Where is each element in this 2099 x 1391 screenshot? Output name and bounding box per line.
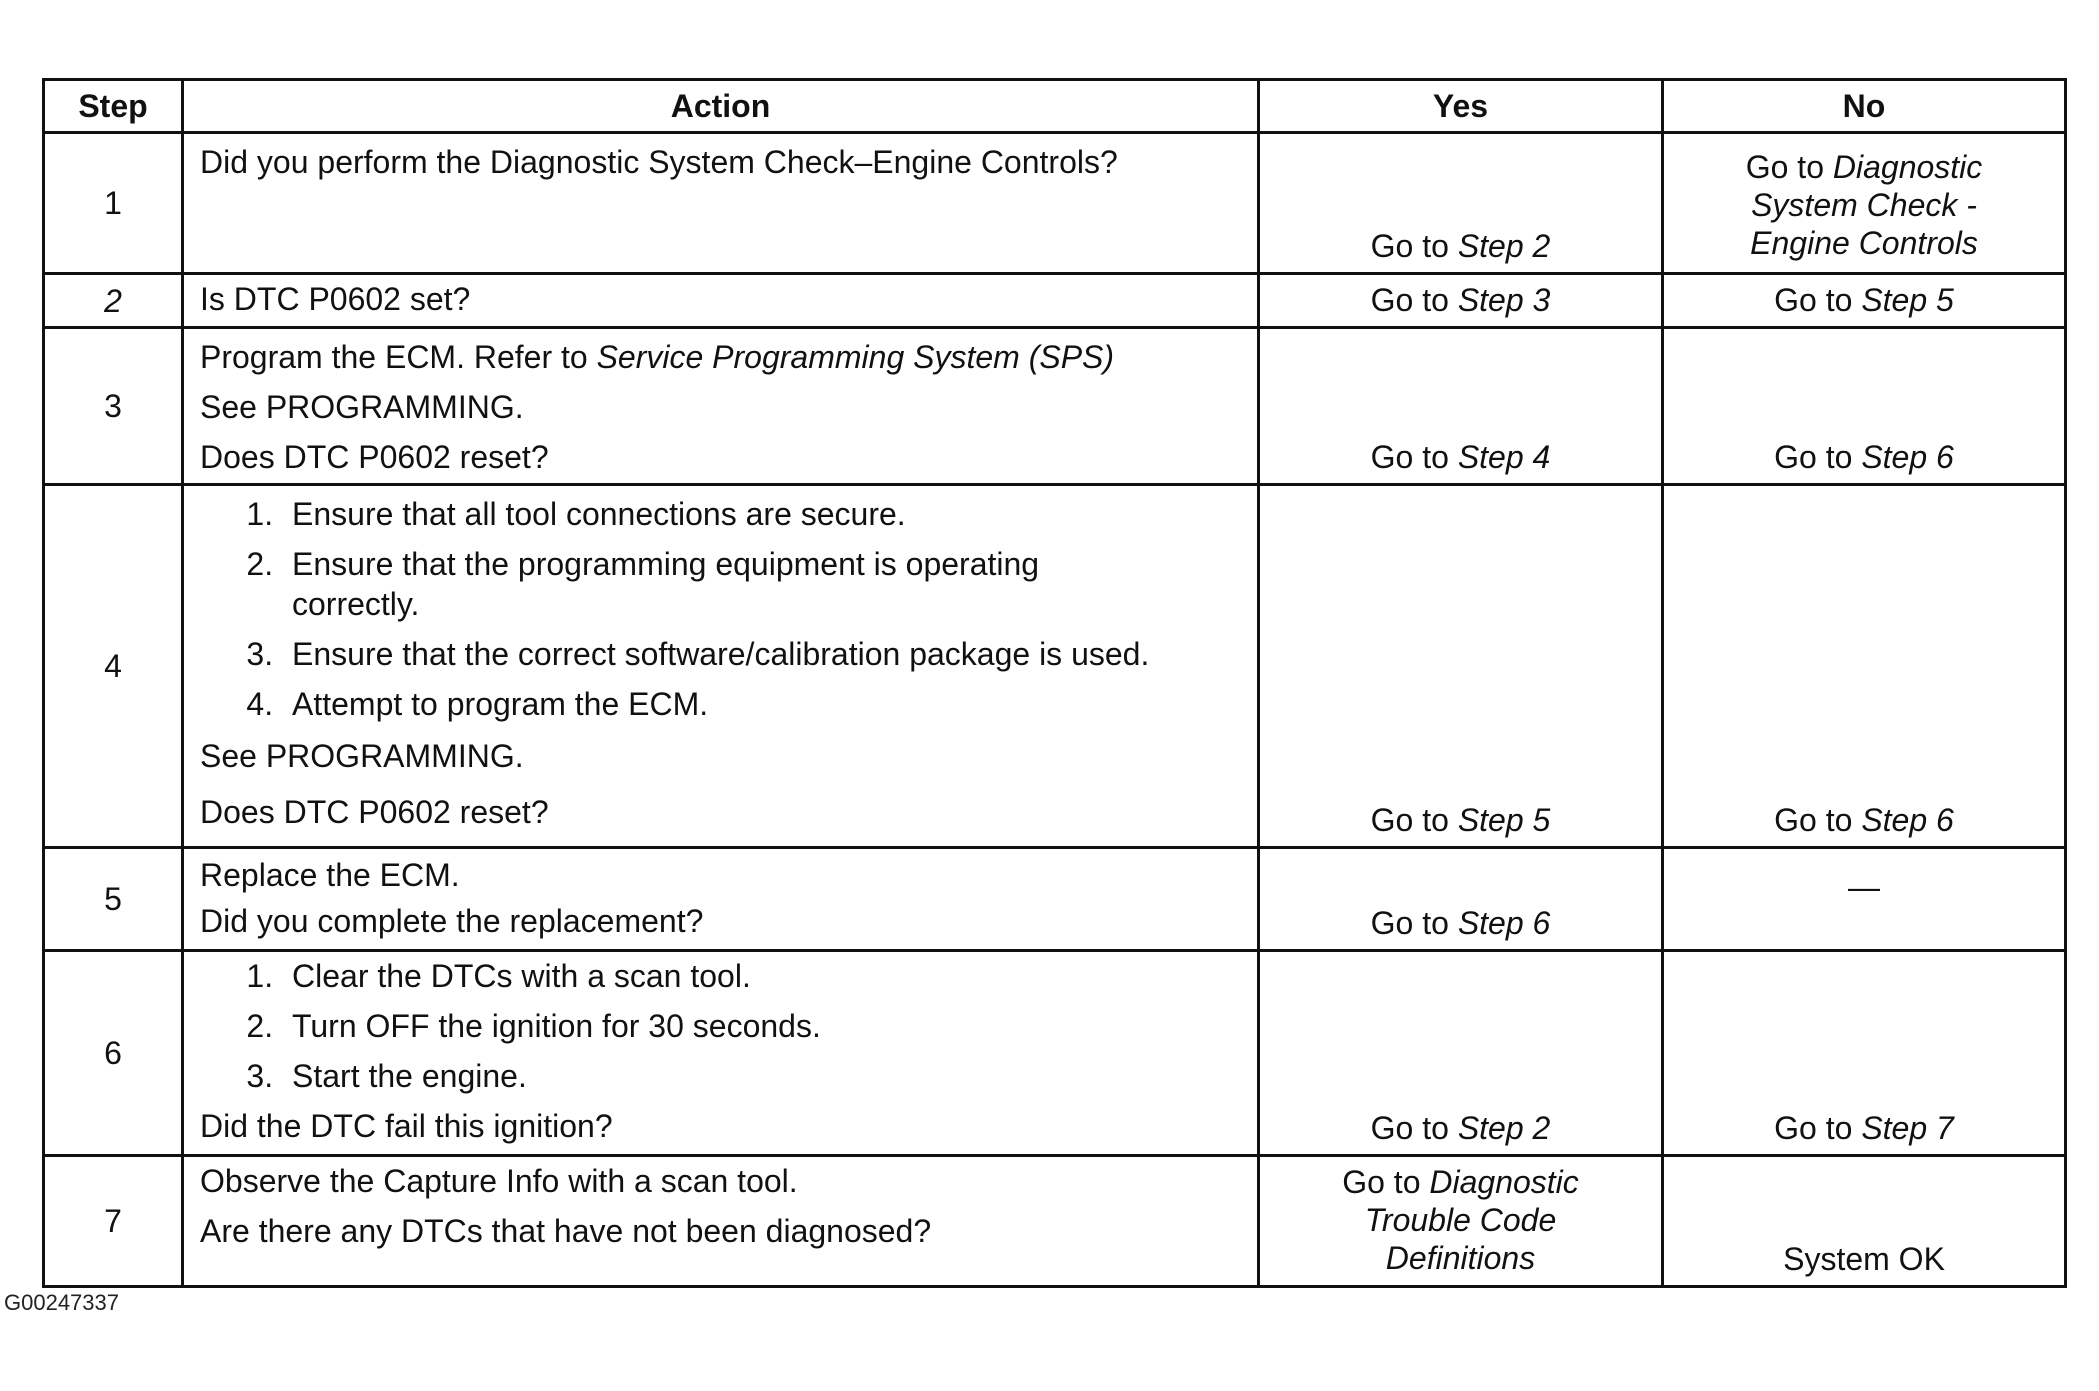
no-link-line[interactable]: Diagnostic [1832, 149, 1983, 185]
no-cell [1663, 1156, 2066, 1287]
list-item: 2. Turn OFF the ignition for 30 seconds. [282, 1006, 1241, 1046]
yes-step-link[interactable]: Step 4 [1457, 439, 1551, 475]
table-row [44, 848, 2066, 951]
yes-prefix: Go to [1370, 228, 1449, 264]
yes-prefix: Go to [1342, 1164, 1421, 1200]
step-number: 4 [44, 485, 183, 848]
action-text: Replace the ECM. [200, 857, 460, 893]
action-cell [183, 328, 1259, 485]
action-cell [183, 133, 1259, 274]
step-number: 7 [44, 1156, 183, 1287]
action-cell [183, 1156, 1259, 1287]
table-row [44, 274, 2066, 328]
table-row [44, 328, 2066, 485]
yes-cell [1259, 133, 1663, 274]
procedure-list [200, 494, 1241, 724]
action-text: Is DTC P0602 set? [200, 281, 471, 317]
yes-cell [1259, 485, 1663, 848]
yes-step-link[interactable]: Step 6 [1457, 905, 1551, 941]
no-step-link[interactable]: Step 6 [1861, 802, 1954, 838]
yes-step-link[interactable]: Step 2 [1457, 1110, 1551, 1146]
list-item: 1. Clear the DTCs with a scan tool. [282, 956, 1241, 996]
yes-step-link[interactable]: Step 3 [1457, 282, 1551, 318]
action-question: Does DTC P0602 reset? [200, 794, 549, 830]
step-number: 1 [44, 133, 183, 274]
step-number: 5 [44, 848, 183, 951]
yes-step-link[interactable]: Step 5 [1457, 802, 1551, 838]
action-text-part: Program the ECM. Refer to [200, 339, 588, 375]
action-question: Are there any DTCs that have not been diagnosed? [200, 1213, 932, 1249]
no-cell [1663, 951, 2066, 1156]
table-row [44, 485, 2066, 848]
header-yes: Yes [1259, 80, 1663, 133]
action-question: Did you complete the replacement? [200, 903, 704, 939]
no-prefix: Go to [1745, 149, 1824, 185]
no-cell [1663, 485, 2066, 848]
list-item: 4. Attempt to program the ECM. [282, 684, 1241, 724]
action-text: Observe the Capture Info with a scan tool. [200, 1163, 798, 1199]
action-text: Did you perform the Diagnostic System Check–Engine Controls? [200, 144, 1118, 180]
yes-cell [1259, 328, 1663, 485]
yes-cell [1259, 848, 1663, 951]
no-prefix: Go to [1774, 282, 1853, 318]
list-item: 1. Ensure that all tool connections are secure. [282, 494, 1241, 534]
no-cell [1663, 133, 2066, 274]
yes-link-line[interactable]: Trouble Code [1364, 1202, 1557, 1238]
diagnostic-table [42, 78, 2067, 1288]
no-cell [1663, 848, 2066, 951]
no-step-link[interactable]: Step 6 [1861, 439, 1954, 475]
action-cell [183, 951, 1259, 1156]
action-text: See PROGRAMMING. [200, 738, 524, 774]
table-row [44, 951, 2066, 1156]
table-row [44, 133, 2066, 274]
yes-link-line[interactable]: Definitions [1385, 1240, 1536, 1276]
yes-prefix: Go to [1370, 802, 1449, 838]
figure-id: G00247337 [4, 1290, 119, 1315]
action-question: Did the DTC fail this ignition? [200, 1108, 613, 1144]
no-step-link[interactable]: Step 7 [1861, 1110, 1954, 1146]
no-cell [1663, 274, 2066, 328]
yes-cell [1259, 274, 1663, 328]
yes-step-link[interactable]: Step 2 [1457, 228, 1551, 264]
yes-cell [1259, 1156, 1663, 1287]
yes-prefix: Go to [1370, 282, 1449, 318]
action-cell [183, 485, 1259, 848]
yes-cell [1259, 951, 1663, 1156]
list-item: 3. Start the engine. [282, 1056, 1241, 1096]
no-link-line[interactable]: Engine Controls [1750, 225, 1978, 261]
procedure-list [200, 956, 1241, 1096]
no-result: System OK [1783, 1241, 1945, 1277]
list-item: 3. Ensure that the correct software/calibration package is used. [282, 634, 1241, 674]
action-text [200, 337, 1241, 377]
table-header-row [44, 80, 2066, 133]
table-row [44, 1156, 2066, 1287]
no-dash: — [1848, 869, 1880, 905]
yes-prefix: Go to [1370, 439, 1449, 475]
header-action: Action [183, 80, 1259, 133]
yes-link-line[interactable]: Diagnostic [1429, 1164, 1579, 1200]
step-number: 3 [44, 328, 183, 485]
no-prefix: Go to [1774, 1110, 1853, 1146]
header-step: Step [44, 80, 183, 133]
no-link-line[interactable]: System Check - [1751, 187, 1977, 223]
action-text: See PROGRAMMING. [200, 389, 524, 425]
step-number: 6 [44, 951, 183, 1156]
header-no: No [1663, 80, 2066, 133]
no-prefix: Go to [1774, 439, 1853, 475]
action-question: Does DTC P0602 reset? [200, 439, 549, 475]
yes-prefix: Go to [1370, 905, 1449, 941]
yes-prefix: Go to [1370, 1110, 1449, 1146]
step-number: 2 [44, 274, 183, 328]
action-cell [183, 848, 1259, 951]
no-prefix: Go to [1774, 802, 1853, 838]
action-cell [183, 274, 1259, 328]
list-item: 2. Ensure that the programming equipment is operating correctly. [282, 544, 1241, 624]
no-cell [1663, 328, 2066, 485]
no-step-link[interactable]: Step 5 [1861, 282, 1954, 318]
sps-reference[interactable]: Service Programming System (SPS) [596, 339, 1115, 375]
